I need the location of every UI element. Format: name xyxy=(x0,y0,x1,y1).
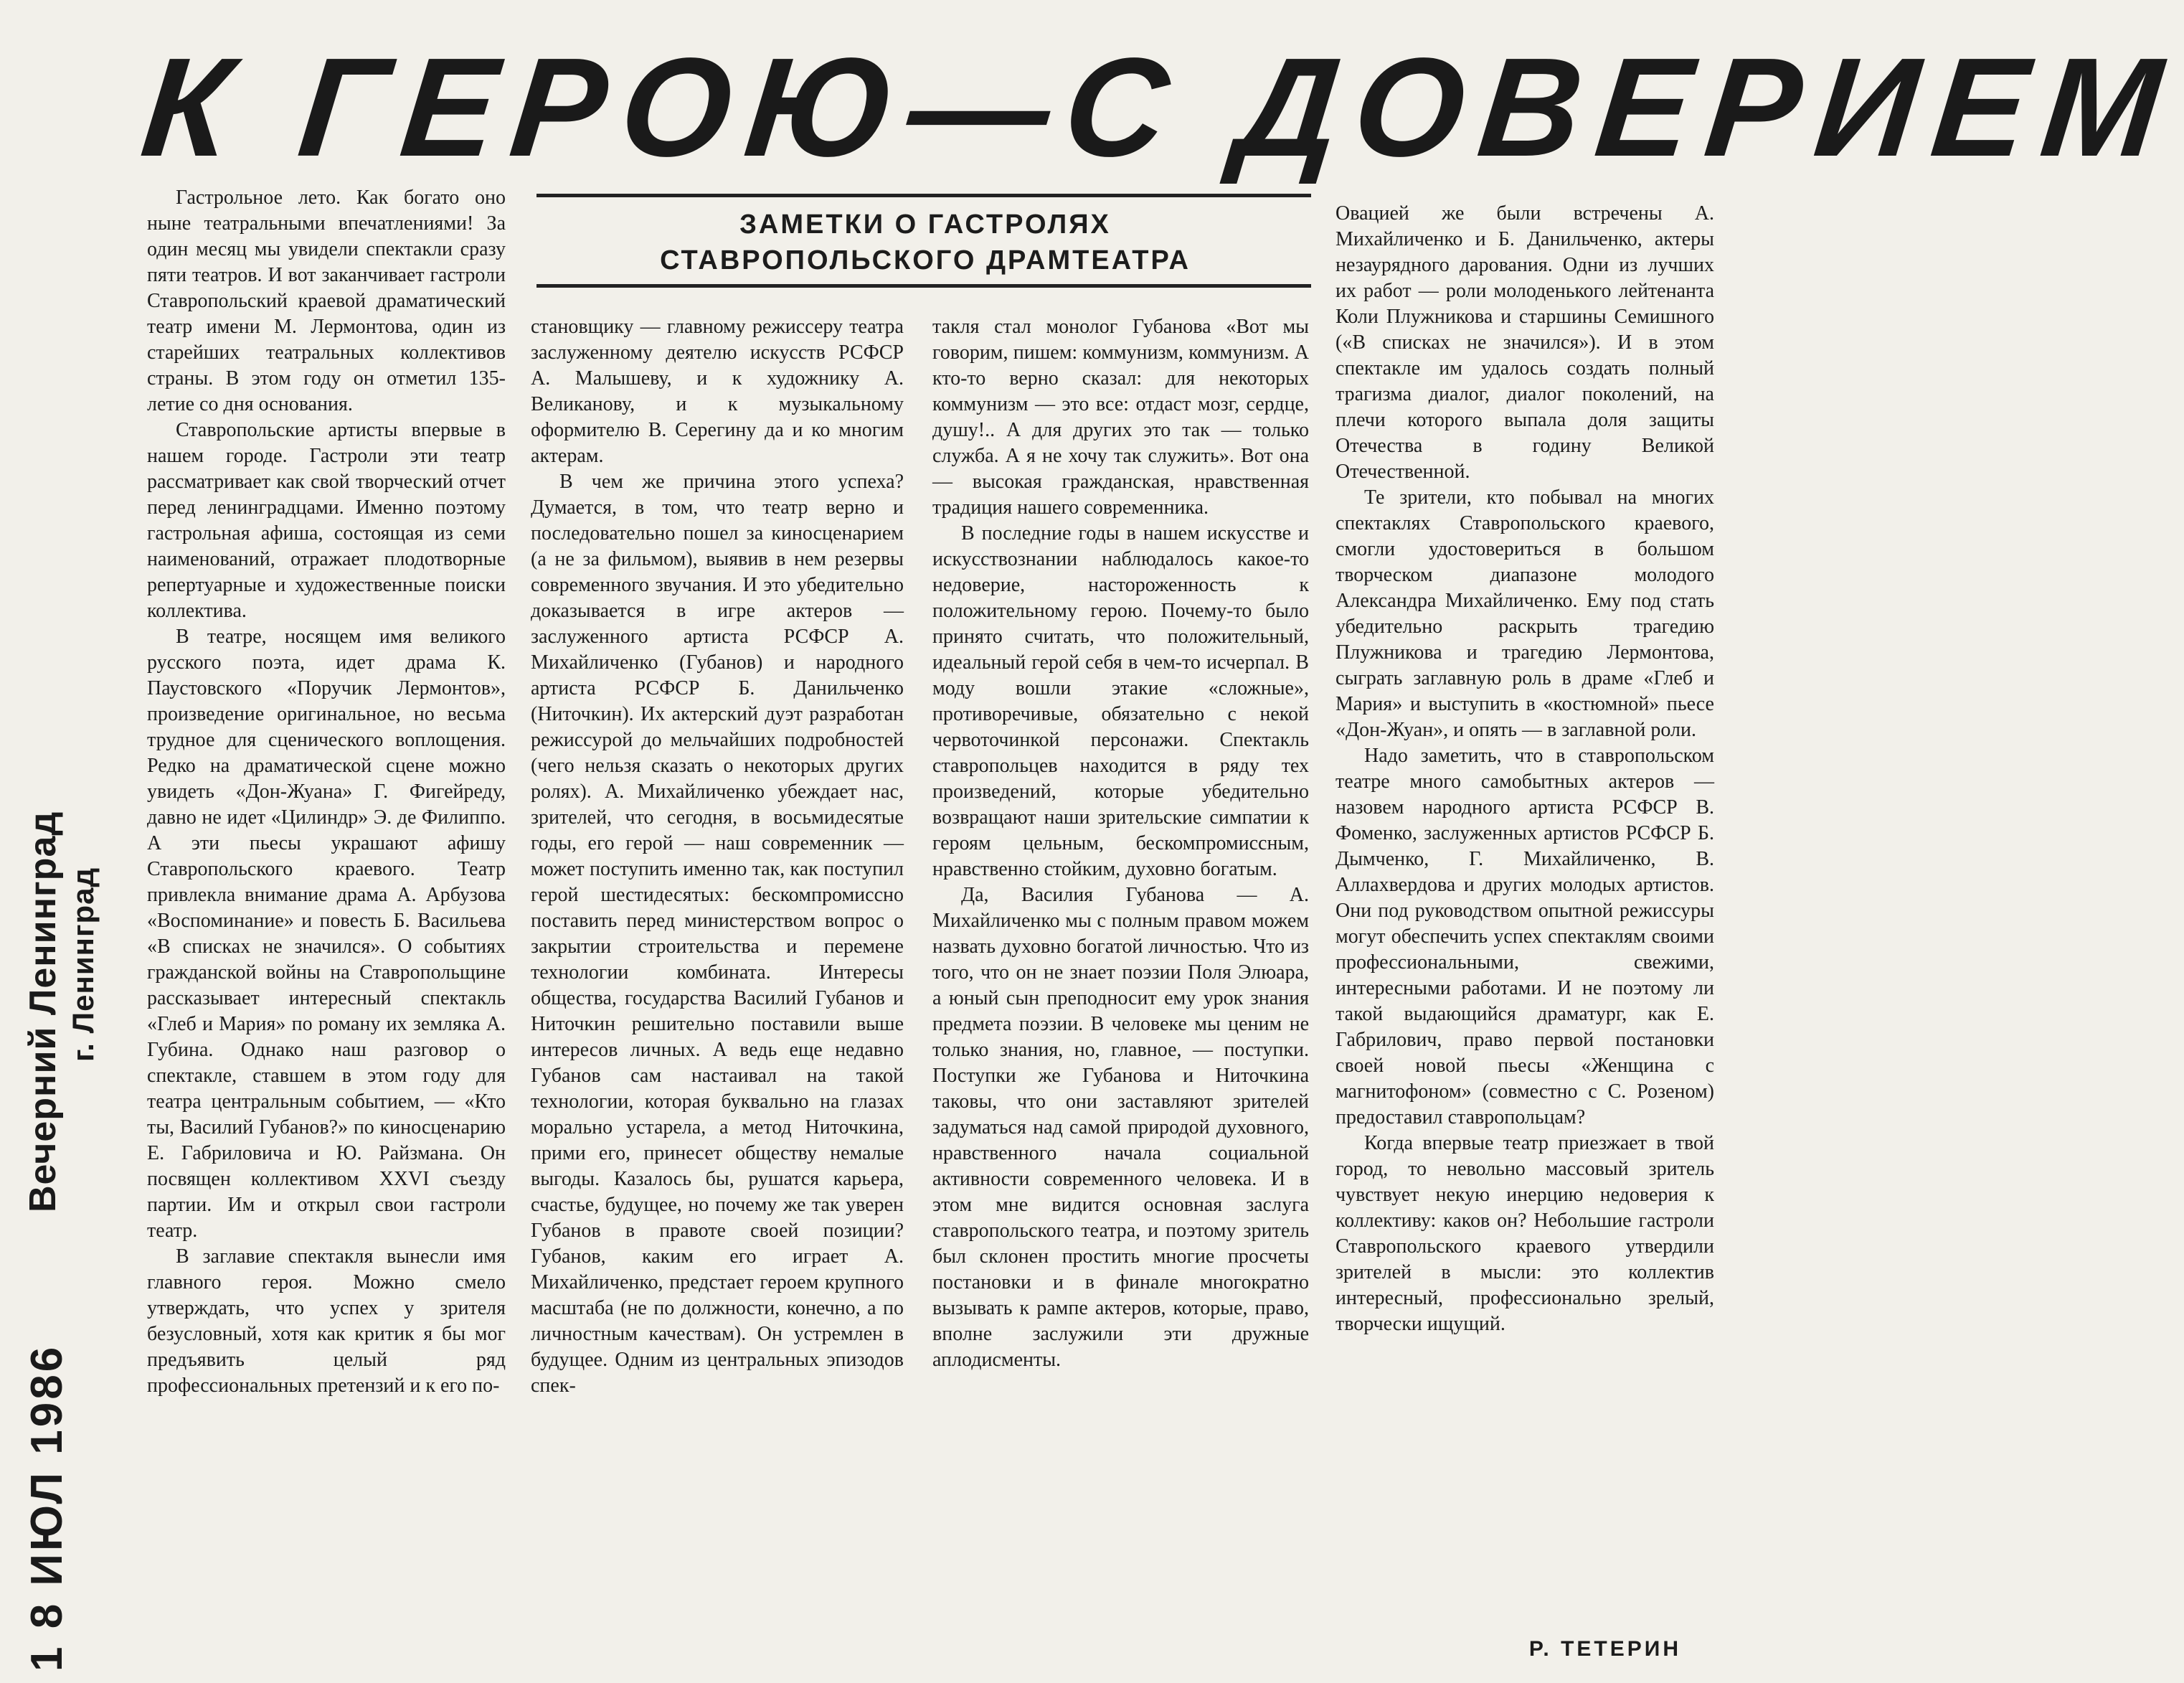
paragraph: В последние годы в нашем искусстве и искусствознании наблюдалось какое-то недоверие, настороженность к положительному герою. Почему-то было принято считать, что положительный, идеальный герой себя в чем-то исчерпал. В моду вошли этакие «сложные», противоречивые, обязательно с некой червоточинкой персонажи. Спектакль ставропольцев находится в ряду тех произведений, которые убедительно возвращают наши зрительские симпатии к героям цельным, бескомпромиссным, нравственно стойким, духовно богатым. xyxy=(932,522,1309,880)
paragraph: Надо заметить, что в ставропольском театре много самобытных актеров — назовем народного артиста РСФСР В. Фоменко, заслуженных артистов РСФСР Б. Дымченко, Г. Михайличенко, В. Аллахвердова и других молодых артистов. Они под руководством опытной режиссуры могут обеспечить успех спектаклям своими профессиональными, свежими, интересными работами. И не поэтому ли такой выдающийся драматург, как Е. Габрилович, право первой постановки своей новой пьесы «Женщина с магнитофоном» (совместно с С. Розеном) предоставил ставропольцам? xyxy=(1336,745,1714,1128)
paragraph: становщику — главному режиссеру театра заслуженному деятелю искусств РСФСР А. Малышеву, и к художнику А. Великанову, и к музыкальному оформителю В. Серегину да и ко многим актерам. xyxy=(531,316,904,467)
stamp-date: 1 8 ИЮЛ 1986 xyxy=(22,1344,72,1672)
paragraph: В чем же причина этого успеха? Думается, в том, что театр верно и последовательно пошел за киносценарием (а не за фильмом), выявив в нем резервы современного звучания. И это убедительно доказывается в игре актеров — заслуженного артиста РСФСР А. Михайличенко (Губанов) и народного артиста РСФСР Б. Данильченко (Ниточкин). Их актерский дуэт разработан режиссурой до мельчайших подробностей (чего нельзя сказать о некоторых других ролях). А. Михайличенко убеждает нас, зрителей, что сегодня, в восьмидесятые годы, его герой — наш современник — может поступить именно так, как поступил герой шестидесятых: бескомпромиссно поставить перед министерством вопрос о закрытии строительства и перемене технологии комбината. Интересы общества, государства Василий Губанов и Ниточкин решительно поставили выше интересов личных. А ведь еще недавно Губанов сам настаивал на такой технологии, которая буквально на глазах морально устарела, а метод Ниточкина, прими его, принесет обществу немалые выгоды. Казалось бы, рушатся карьера, счастье, будущее, но почему же так уверен Губанов в правоте своей позиции? Губанов, каким его играет А. Михайличенко, предстает героем крупного масштаба (не по должности, конечно, а по личностным качествам). Он устремлен в будущее. Одним из центральных эпизодов спек- xyxy=(531,471,904,1397)
paragraph: Да, Василия Губанова — А. Михайличенко мы с полным правом можем назвать духовно богатой личностью. Что из того, что он не знает поэзии Поля Элюара, а юный сын преподносит ему урок знания предмета поэзии. В человеке мы ценим не только знания, но, главное, — поступки. Поступки же Губанова и Ниточкина таковы, что они заставляют зрителей задуматься над самой природой духовного, нравственного начала социальной активности современного человека. И в этом мне видится основная заслуга ставропольского театра, и поэтому зритель был склонен простить многие просчеты постановки и в финале многократно вызывать к рампе актеров, которые, право, вполне заслужили эти дружные аплодисменты. xyxy=(932,884,1309,1371)
stamp-newspaper-name: Вечерний Ленинград xyxy=(22,811,64,1212)
headline: К ГЕРОЮ—С ДОВЕРИЕМ xyxy=(135,29,2184,186)
stamp-city: г. Ленинград xyxy=(66,867,100,1062)
subhead-top-rule xyxy=(536,194,1311,197)
article-column-2 xyxy=(531,314,904,1399)
paragraph: Гастрольное лето. Как богато оно ныне театральными впечатлениями! За один месяц мы увидели спектакли сразу пяти театров. И вот заканчивает гастроли Ставропольский краевой драматический театр имени М. Лермонтова, один из старейших театральных коллективов страны. В этом году он отметил 135-летие со дня основания. xyxy=(147,187,506,415)
article-column-3 xyxy=(932,314,1309,1373)
paragraph: Когда впервые театр приезжает в твой город, то невольно массовый зритель чувствует некую инерцию недоверия к коллективу: каков он? Небольшие гастроли Ставропольского краевого утвердили зрителей в мысли: это коллектив интересный, профессионально зрелый, творчески ищущий. xyxy=(1336,1132,1714,1335)
subhead-line-1: ЗАМЕТКИ О ГАСТРОЛЯХ xyxy=(739,209,1111,240)
article-column-4 xyxy=(1336,201,1714,1337)
paragraph: В заглавие спектакля вынесли имя главного героя. Можно смело утверждать, что успех у зрителя безусловный, хотя как критик я бы мог предъявить целый ряд профессиональных претензий и к его по- xyxy=(147,1245,506,1397)
paragraph: такля стал монолог Губанова «Вот мы говорим, пишем: коммунизм, коммунизм. А кто-то верно сказал: для некоторых коммунизм — это все: отдаст мозг, сердце, душу!.. А для других это так — только служба. А я не хочу так служить». Вот она — высокая гражданская, нравственная традиция нашего современника. xyxy=(932,316,1309,519)
author-byline: Р. ТЕТЕРИН xyxy=(1528,1637,1681,1661)
paragraph: В театре, носящем имя великого русского поэта, идет драма К. Паустовского «Поручик Лермонтов», произведение оригинальное, но весьма трудное для сценического воплощения. Редко на драматической сцене можно увидеть «Дон-Жуана» Г. Фигейреду, давно не идет «Цилиндр» Э. де Филиппо. А эти пьесы украшают афишу Ставропольского краевого. Театр привлекла внимание драма А. Арбузова «Воспоминание» и повесть Б. Васильева «В списках не значился». О событиях гражданской войны на Ставропольщине рассказывает интересный спектакль «Глеб и Мария» по роману их земляка А. Губина. Однако наш разговор о спектакле, ставшем в этом году для театра центральным событием, — «Кто ты, Василий Губанов?» по киносценарию Е. Габриловича и Ю. Райзмана. Он посвящен коллективом XXVI съезду партии. Им и открыл свои гастроли театр. xyxy=(147,626,506,1242)
paragraph: Те зрители, кто побывал на многих спектаклях Ставропольского краевого, смогли удостовериться в большом творческом диапазоне молодого Александра Михайличенко. Ему под стать убедительно раскрыть трагедию Плужникова и трагедию Лермонтова, сыграть заглавную роль в драме «Глеб и Мария» и выступить в «костюмной» пьесе «Дон-Жуан», и опять — в заглавной роли. xyxy=(1336,486,1714,741)
paragraph: Овацией же были встречены А. Михайличенко и Б. Данильченко, актеры незаурядного дарования. Одни из лучших их работ — роли молоденького лейтенанта Коли Плужникова и старшины Семишного («В списках не значился»). И в этом спектакле им удалось создать полный трагизма диалог, диалог поколений, на плечи которого выпала доля защиты Отечества в годину Великой Отечественной. xyxy=(1336,202,1714,483)
subhead-line-2: СТАВРОПОЛЬСКОГО ДРАМТЕАТРА xyxy=(660,245,1191,275)
subhead-bottom-rule xyxy=(536,284,1311,288)
subhead xyxy=(545,207,1305,278)
article-column-1 xyxy=(147,185,506,1399)
paragraph: Ставропольские артисты впервые в нашем городе. Гастроли эти театр рассматривает как свой творческий отчет перед ленинградцами. Именно поэтому гастрольная афиша, состоящая из семи наименований, отражает плодотворные репертуарные и художественные поиски коллектива. xyxy=(147,419,506,622)
